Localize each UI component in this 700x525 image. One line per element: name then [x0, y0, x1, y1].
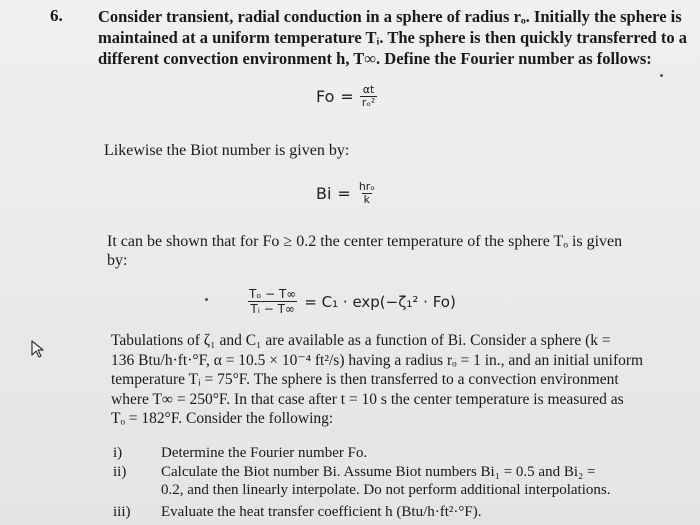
intro-line: different convection environment h, T∞. Define the Fourier number as follows: [98, 49, 652, 68]
tabulation-paragraph [111, 331, 644, 429]
tabulation-line: 136 Btu/h·ft·°F, α = 10.5 × 10⁻⁴ ft²/s) having a radius rₒ = 1 in., and an initial uniform [111, 351, 644, 369]
item-number: iii) [113, 503, 131, 520]
tabulation-line: Tₒ = 182°F. Consider the following: [111, 410, 334, 428]
ratio-denominator: Tᵢ − T∞ [250, 302, 295, 316]
fo-denominator: rₒ² [361, 96, 376, 109]
shown-line: It can be shown that for Fo ≥ 0.2 the center temperature of the sphere Tₒ is given [107, 233, 623, 250]
list-item [113, 444, 643, 463]
bi-fraction [357, 181, 377, 206]
item-line: 0.2, and then linearly interpolate. Do not perform additional interpolations. [161, 482, 611, 498]
fo-numerator: αt [362, 83, 375, 96]
question-number: 6. [50, 6, 63, 25]
tabulation-line: Tabulations of ζ₁ and C₁ are available as a function of Bi. Consider a sphere (k = [111, 332, 611, 349]
ratio-numerator: Tₒ − T∞ [249, 287, 297, 301]
item-number: ii) [113, 463, 127, 480]
bi-equals: = [337, 184, 351, 203]
speck-mark [205, 298, 208, 301]
item-text [161, 444, 643, 463]
temperature-ratio-fraction [247, 287, 298, 316]
item-line: Calculate the Biot number Bi. Assume Biot numbers Bi₁ = 0.5 and Bi₂ = [161, 463, 596, 480]
fo-fraction [360, 84, 377, 109]
bi-denominator: k [363, 193, 371, 206]
mouse-pointer-icon [30, 340, 46, 358]
list-item [113, 463, 643, 500]
item-line: Evaluate the heat transfer coefficient h (Btu/h·ft²·°F). [161, 503, 482, 520]
tabulation-line: where T∞ = 250°F. In that case after t = 10 s the center temperature is measured as [111, 390, 624, 408]
shown-line: by: [107, 252, 128, 269]
item-line: Determine the Fourier number Fo. [161, 445, 368, 461]
biot-intro: Likewise the Biot number is given by: [104, 142, 350, 159]
list-item [113, 503, 643, 522]
item-text [161, 463, 643, 500]
item-text [161, 503, 643, 522]
speck-mark [660, 74, 663, 77]
bi-lhs: Bi [316, 184, 332, 203]
fo-lhs: Fo [316, 87, 335, 106]
bi-numerator: hrₒ [358, 180, 375, 193]
task-list [113, 444, 643, 521]
equation-rhs: = C₁ · exp(−ζ₁² · Fo) [304, 292, 456, 311]
intro-line: maintained at a uniform temperature Tᵢ. The sphere is then quickly transferred to a [98, 28, 687, 47]
fo-equals: = [340, 87, 354, 106]
intro-paragraph [98, 6, 687, 69]
tabulation-line: temperature Tᵢ = 75°F. The sphere is then transferred to a convection environment [111, 371, 619, 389]
intro-line: Consider transient, radial conduction in a sphere of radius rₒ. Initially the sphere is [98, 7, 682, 26]
center-temperature-equation [247, 287, 456, 316]
item-number: i) [113, 445, 123, 461]
biot-equation [316, 181, 377, 206]
fourier-equation [316, 84, 377, 109]
